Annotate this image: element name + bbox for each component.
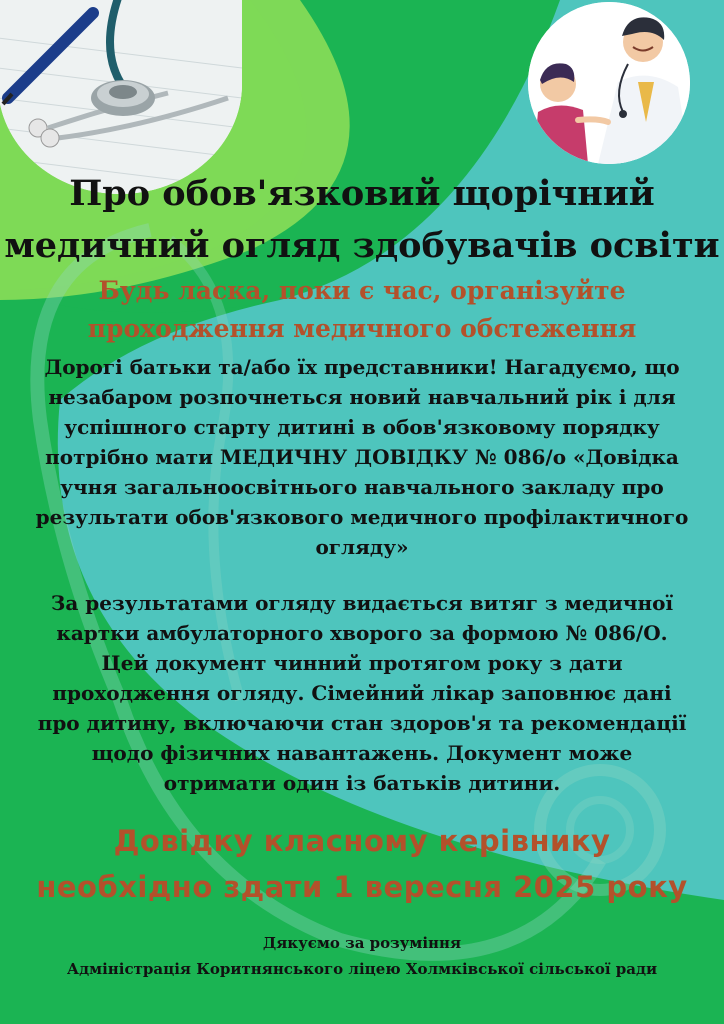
thanks-text: Дякуємо за розуміння bbox=[262, 934, 462, 952]
paragraph-line: Дорогі батьки та/або їх представники! Нагадуємо, що bbox=[44, 355, 680, 379]
paragraph-line: результати обов'язкового медичного профілактичного bbox=[35, 505, 689, 529]
title-line: Про обов'язковий щорічний bbox=[69, 173, 655, 214]
subtitle bbox=[0, 272, 724, 348]
signature-text: Адміністрація Коритнянського ліцею Холмківської сільської ради bbox=[66, 960, 658, 978]
paragraph-line: успішного старту дитині в обов'язковому порядку bbox=[64, 415, 660, 439]
paragraph-reminder bbox=[0, 352, 724, 562]
paragraph-line: отримати один із батьків дитини. bbox=[163, 771, 561, 795]
paragraph-line: незабаром розпочнеться новий навчальний рік і для bbox=[48, 385, 676, 409]
paragraph-line: учня загальноосвітнього навчального закладу про bbox=[60, 475, 664, 499]
footer bbox=[0, 930, 724, 982]
doctor-child-illustration bbox=[528, 2, 690, 164]
paragraph-details bbox=[0, 588, 724, 798]
paragraph-line: про дитину, включаючи стан здоров'я та рекомендації bbox=[37, 711, 687, 735]
title-line: медичний огляд здобувачів освіти bbox=[4, 225, 720, 266]
highlight-line: Довідку класному керівнику bbox=[113, 824, 611, 858]
page-title bbox=[0, 168, 724, 272]
deadline-highlight bbox=[0, 818, 724, 910]
paragraph-line: За результатами огляду видається витяг з медичної bbox=[50, 591, 674, 615]
paragraph-line: проходження огляду. Сімейний лікар заповнює дані bbox=[52, 681, 672, 705]
subtitle-line: проходження медичного обстеження bbox=[87, 314, 637, 343]
paragraph-line: потрібно мати МЕДИЧНУ ДОВІДКУ № 086/о «Довідка bbox=[45, 445, 679, 469]
paragraph-line: огляду» bbox=[315, 535, 409, 559]
paragraph-line: картки амбулаторного хворого за формою № 086/О. bbox=[56, 621, 668, 645]
subtitle-line: Будь ласка, поки є час, організуйте bbox=[98, 276, 626, 305]
doctor-child-icon bbox=[528, 2, 690, 164]
paragraph-line: щодо фізичних навантажень. Документ може bbox=[91, 741, 633, 765]
highlight-line: необхідно здати 1 вересня 2025 року bbox=[36, 870, 688, 904]
paragraph-line: Цей документ чинний протягом року з дати bbox=[101, 651, 623, 675]
